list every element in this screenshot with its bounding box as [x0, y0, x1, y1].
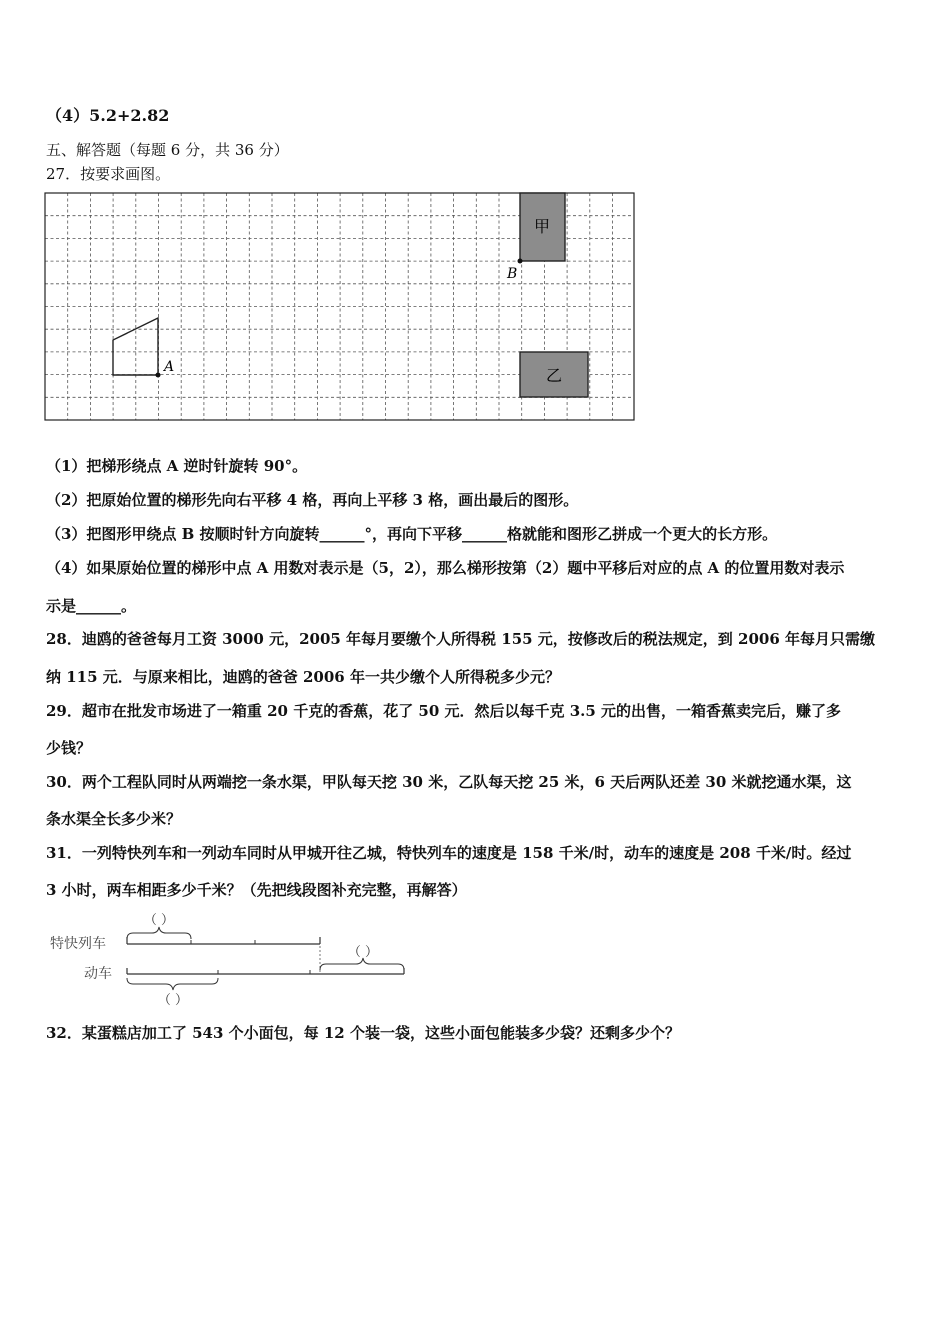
section-heading: 五、解答题（每题 6 分，共 36 分）: [46, 141, 289, 159]
grid-figure: [40, 186, 640, 426]
question-27-title: 27．按要求画图。: [46, 165, 171, 183]
question-31: 31．一列特快列车和一列动车同时从甲城开往乙城，特快列车的速度是 158 千米/时，动车的速度是 208 千米/时。经过: [46, 844, 852, 862]
question-29: 29．超市在批发市场进了一箱重 20 千克的香蕉，花了 50 元．然后以每千克 3.5 元的出售，一箱香蕉卖完后，赚了多: [46, 702, 842, 720]
question-30-cont: 条水渠全长多少米？: [46, 810, 182, 828]
paren-top: （ ）: [143, 913, 175, 928]
point-b-dot: [518, 259, 523, 264]
point-a-dot: [156, 373, 161, 378]
label-express-train: 特快列车: [50, 936, 106, 952]
question-4-expression: （4）5.2+2.82: [46, 106, 170, 125]
question-28-cont: 纳 115 元．与原来相比，迪鸥的爸爸 2006 年一共少缴个人所得税多少元？: [46, 668, 560, 686]
paren-right: （ ）: [347, 945, 379, 960]
point-a-label: A: [164, 359, 175, 375]
question-28: 28．迪鸥的爸爸每月工资 3000 元，2005 年每月要缴个人所得税 155 元，按修改后的税法规定，到 2006 年每月只需缴: [46, 630, 875, 648]
segment-diagram: [46, 906, 416, 1011]
question-29-cont: 少钱？: [46, 739, 92, 757]
question-32: 32．某蛋糕店加工了 543 个小面包，每 12 个装一袋，这些小面包能装多少袋？还剩多少个？: [46, 1024, 680, 1042]
paren-bottom: （ ）: [157, 993, 189, 1008]
question-27-part-2: （2）把原始位置的梯形先向右平移 4 格，再向上平移 3 格，画出最后的图形。: [46, 491, 579, 509]
question-31-cont: 3 小时，两车相距多少千米？（先把线段图补充完整，再解答）: [46, 881, 467, 899]
shape-yi-label: 乙: [545, 366, 563, 385]
question-27-part-1: （1）把梯形绕点 A 逆时针旋转 90°。: [46, 457, 308, 475]
question-27-part-4: （4）如果原始位置的梯形中点 A 用数对表示是（5，2），那么梯形按第（2）题中平移后对应的点 A 的位置用数对表示: [46, 559, 845, 577]
question-27-part-4-cont: 示是______。: [46, 597, 137, 615]
question-30: 30．两个工程队同时从两端挖一条水渠，甲队每天挖 30 米，乙队每天挖 25 米，6 天后两队还差 30 米就挖通水渠，这: [46, 773, 852, 791]
question-27-part-3: （3）把图形甲绕点 B 按顺时针方向旋转______°，再向下平移______格就能和图形乙拼成一个更大的长方形。: [46, 525, 778, 543]
point-b-label: B: [507, 266, 518, 282]
label-bullet-train: 动车: [84, 966, 112, 982]
shape-jia-label: 甲: [533, 217, 551, 236]
